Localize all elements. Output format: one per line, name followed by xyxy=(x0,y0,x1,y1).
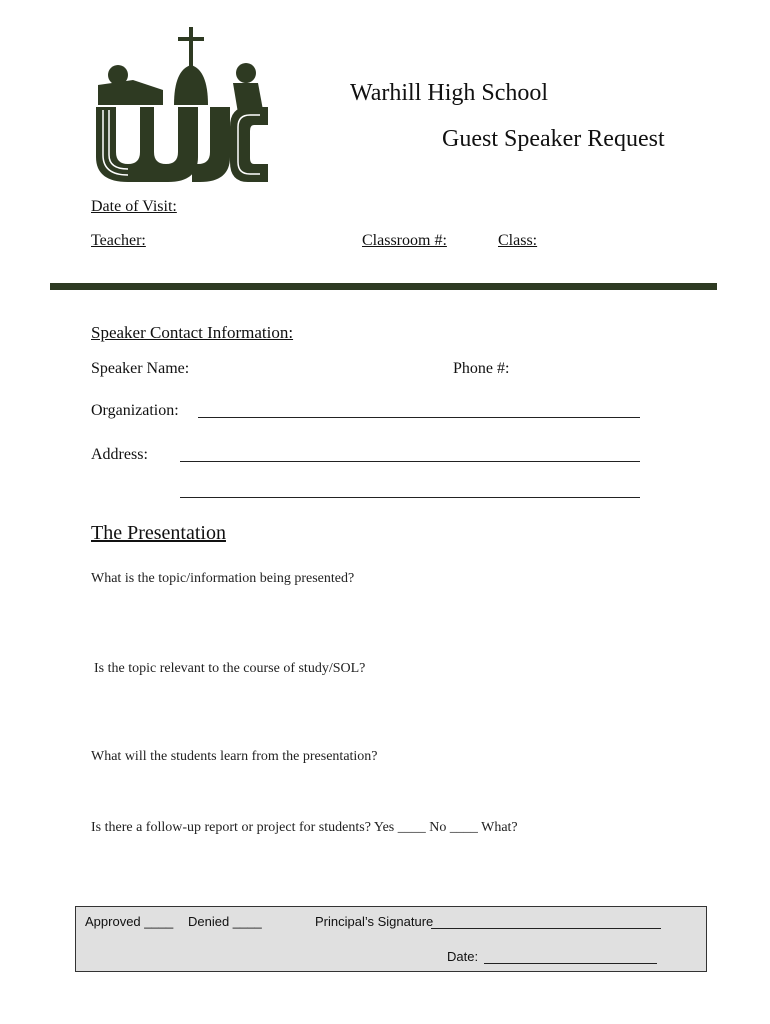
school-name: Warhill High School xyxy=(350,80,549,106)
classroom-label: Classroom #: xyxy=(362,232,447,249)
address-line-2[interactable] xyxy=(180,497,640,498)
approved-field[interactable]: Approved ____ xyxy=(85,914,174,929)
signature-label: Principal’s Signature xyxy=(315,914,434,929)
section-divider xyxy=(50,283,717,290)
class-label: Class: xyxy=(498,232,538,249)
address-label: Address: xyxy=(91,446,148,463)
speaker-name-label: Speaker Name: xyxy=(91,360,190,377)
date-line[interactable] xyxy=(484,963,657,964)
organization-label: Organization: xyxy=(91,402,179,419)
denied-field[interactable]: Denied ____ xyxy=(188,914,262,929)
school-logo xyxy=(88,25,273,187)
teacher-label: Teacher: xyxy=(91,232,146,249)
signature-line[interactable] xyxy=(431,928,661,929)
question-relevance: Is the topic relevant to the course of study/SOL? xyxy=(94,661,366,676)
form-title: Guest Speaker Request xyxy=(442,126,665,152)
presentation-heading: The Presentation xyxy=(91,522,226,544)
address-line-1[interactable] xyxy=(180,461,640,462)
phone-label: Phone #: xyxy=(453,360,510,377)
contact-heading: Speaker Contact Information: xyxy=(91,323,294,342)
approval-box xyxy=(75,906,707,972)
question-topic: What is the topic/information being presented? xyxy=(91,571,355,586)
question-learning: What will the students learn from the presentation? xyxy=(91,749,378,764)
date-label: Date: xyxy=(447,949,479,964)
organization-line[interactable] xyxy=(198,417,640,418)
date-of-visit-label: Date of Visit: xyxy=(91,198,177,215)
question-follow-up: Is there a follow-up report or project for students? Yes ____ No ____ What? xyxy=(91,820,518,835)
